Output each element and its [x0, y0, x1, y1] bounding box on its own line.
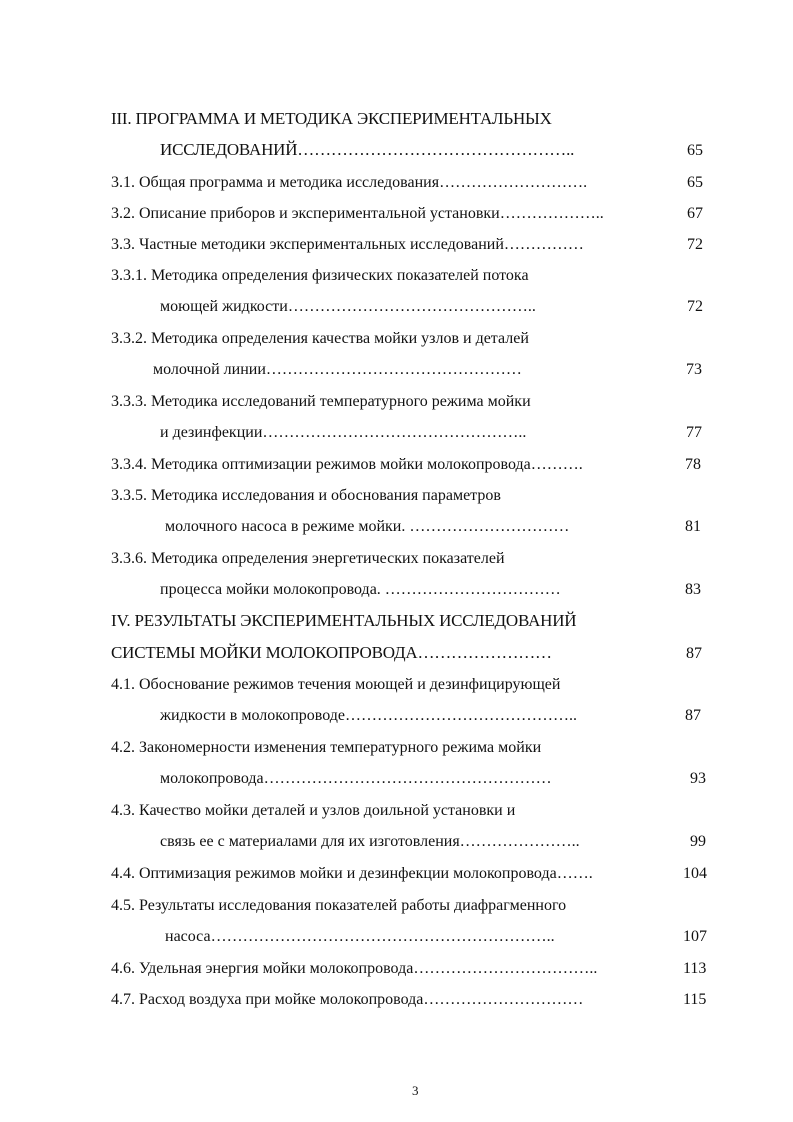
toc-entry-4-7-page: 115 — [683, 991, 707, 1008]
toc-entry-3-3: 3.3. Частные методики экспериментальных исследований…………… — [111, 236, 584, 253]
toc-entry-3-1: 3.1. Общая программа и методика исследования………………………. — [111, 174, 588, 191]
toc-entry-3-3-5-page: 81 — [685, 518, 701, 535]
toc-entry-4-4-page: 104 — [683, 865, 707, 882]
toc-entry-3-2: 3.2. Описание приборов и экспериментальной установки……………….. — [111, 205, 604, 222]
section-3-title-continued: ИССЛЕДОВАНИЙ………………………………………….. — [160, 140, 575, 159]
toc-entry-4-2: 4.2. Закономерности изменения температурного режима мойки — [111, 739, 542, 756]
toc-entry-3-1-page: 65 — [687, 174, 703, 191]
toc-entry-3-3-6: 3.3.6. Методика определения энергетических показателей — [111, 550, 505, 567]
toc-entry-4-3-continued: связь ее с материалами для их изготовления………………….. — [160, 833, 580, 850]
toc-entry-4-5: 4.5. Результаты исследования показателей работы диафрагменного — [111, 897, 567, 914]
toc-entry-4-5-continued: насоса……………………………………………………….. — [165, 928, 555, 945]
toc-entry-4-2-continued: молокопровода……………………………………………… — [160, 770, 552, 787]
toc-entry-4-6-page: 113 — [683, 960, 707, 977]
toc-entry-3-3-4-page: 78 — [685, 456, 701, 473]
toc-entry-3-3-1-page: 72 — [687, 298, 703, 315]
page-number: 3 — [412, 1083, 419, 1098]
section-4-title: IV. РЕЗУЛЬТАТЫ ЭКСПЕРИМЕНТАЛЬНЫХ ИССЛЕДОВАНИЙ — [111, 611, 577, 630]
toc-entry-4-5-page: 107 — [683, 928, 707, 945]
toc-entry-4-1: 4.1. Обоснование режимов течения моющей и дезинфицирующей — [111, 676, 561, 693]
toc-entry-4-1-continued: жидкости в молокопроводе…………………………………….. — [160, 707, 577, 724]
toc-entry-3-2-page: 67 — [687, 205, 703, 222]
toc-entry-3-3-1: 3.3.1. Методика определения физических показателей потока — [111, 267, 529, 284]
toc-entry-3-3-3-page: 77 — [686, 424, 702, 441]
toc-entry-4-6: 4.6. Удельная энергия мойки молокопровода…………………………….. — [111, 960, 598, 977]
toc-entry-3-3-5-continued: молочного насоса в режиме мойки. ………………………… — [165, 518, 570, 535]
toc-entry-3-3-2: 3.3.2. Методика определения качества мойки узлов и деталей — [111, 330, 529, 347]
section-3-title: III. ПРОГРАММА И МЕТОДИКА ЭКСПЕРИМЕНТАЛЬНЫХ — [111, 109, 552, 128]
toc-entry-4-4: 4.4. Оптимизация режимов мойки и дезинфекции молокопровода……. — [111, 865, 593, 882]
toc-entry-4-2-page: 93 — [690, 770, 706, 787]
toc-entry-4-1-page: 87 — [685, 707, 701, 724]
toc-entry-4-3-page: 99 — [690, 833, 706, 850]
toc-entry-3-3-6-continued: процесса мойки молокопровода. …………………………… — [160, 581, 561, 598]
section-3-page: 65 — [687, 142, 703, 159]
toc-entry-4-7: 4.7. Расход воздуха при мойке молокопровода………………………… — [111, 991, 584, 1008]
section-4-page: 87 — [686, 645, 702, 662]
toc-entry-3-3-page: 72 — [687, 236, 703, 253]
section-4-title-continued: СИСТЕМЫ МОЙКИ МОЛОКОПРОВОДА…………………… — [111, 643, 552, 662]
toc-entry-4-3: 4.3. Качество мойки деталей и узлов доильной установки и — [111, 802, 516, 819]
toc-entry-3-3-4: 3.3.4. Методика оптимизации режимов мойки молокопровода………. — [111, 456, 583, 473]
toc-entry-3-3-2-page: 73 — [686, 361, 702, 378]
toc-entry-3-3-2-continued: молочной линии………………………………………… — [153, 361, 522, 378]
toc-entry-3-3-3: 3.3.3. Методика исследований температурного режима мойки — [111, 393, 531, 410]
toc-entry-3-3-6-page: 83 — [685, 581, 701, 598]
toc-entry-3-3-3-continued: и дезинфекции………………………………………….. — [160, 424, 527, 441]
toc-entry-3-3-5: 3.3.5. Методика исследования и обоснования параметров — [111, 487, 501, 504]
toc-entry-3-3-1-continued: моющей жидкости……………………………………….. — [160, 298, 536, 315]
